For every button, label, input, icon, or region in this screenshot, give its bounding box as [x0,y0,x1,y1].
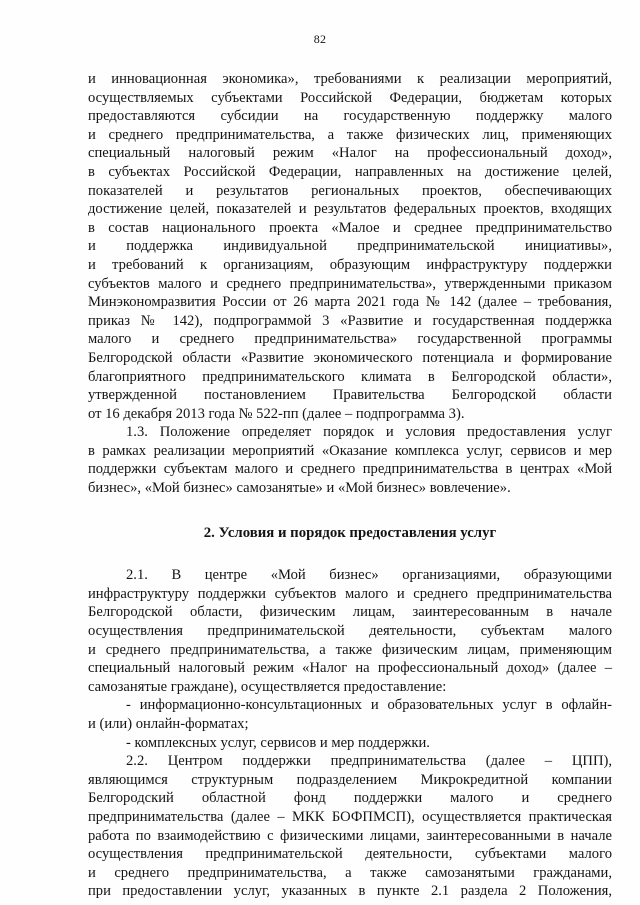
text-line: осуществляемых субъектами Российской Федерации, бюджетам которых [88,89,612,106]
services-list [88,696,612,752]
paragraph-1-3 [88,423,612,497]
text-line: в состав национального проекта «Малое и среднее предпринимательство [88,219,612,236]
text-line: приказ № 142), подпрограммой 3 «Развитие и государственная поддержка [88,312,612,329]
list-item: - комплексных услуг, сервисов и мер поддержки. [126,734,430,751]
list-item: - информационно-консультационных и образовательных услуг в офлайн- [126,697,612,714]
text-line: поддержки субъектам малого и среднего предпринимательства в центрах «Мой [88,461,612,478]
text-line: и среднего предпринимательства, а также самозанятыми гражданами, [88,864,612,881]
document-body [88,70,612,901]
text-line: осуществления предпринимательской деятельности, субъектам малого [88,623,612,640]
paragraph-2-2 [88,752,612,901]
text-line: благоприятного предпринимательского климата в Белгородской области», [88,368,612,385]
text-line: специальный налоговый режим «Налог на профессиональный доход» (далее – [88,660,612,677]
text-line: работа по взаимодействию с физическими лицами, заинтересованными в начале [88,827,612,844]
text-line: достижение целей, показателей и результатов федеральных проектов, входящих [88,201,612,218]
section-heading: 2. Условия и порядок предоставления услуг [203,524,497,541]
text-line: предпринимательства (далее – МКК БОФПМСП), осуществляется практическая [88,808,612,825]
text-line: Белгородский областной фонд поддержки малого и среднего [88,790,612,807]
text-line: субъектов малого и среднего предпринимательства», утвержденными приказом [88,275,612,292]
text-line: являющимся структурным подразделением Микрокредитной компании [88,771,612,788]
text-line: показателей и результатов региональных проектов, обеспечивающих [88,182,612,199]
list-item-continuation: и (или) онлайн-форматах; [88,716,249,732]
text-line: самозанятые граждане), осуществляется предоставление: [88,678,447,695]
text-line: в субъектах Российской Федерации, направленных на достижение целей, [88,163,612,180]
paragraph-2-1 [88,566,612,696]
text-line: и среднего предпринимательства, а также физическим лицам, применяющим [88,641,612,658]
text-line: бизнес», «Мой бизнес» самозанятые» и «Мой бизнес» вовлечение». [88,480,511,497]
page-number: 82 [313,32,327,46]
text-line: предоставляются субсидии на государственную поддержку малого [88,108,612,125]
text-line: в рамках реализации мероприятий «Оказание комплекса услуг, сервисов и мер [88,442,612,459]
text-line: 1.3. Положение определяет порядок и условия предоставления услуг [126,424,612,441]
text-line: и среднего предпринимательства, а также физических лиц, применяющих [88,126,612,143]
text-line: 2.1. В центре «Мой бизнес» организациями, образующими [126,567,612,584]
text-line: от 16 декабря 2013 года № 522-пп (далее – подпрограмма 3). [88,405,465,422]
text-line: 2.2. Центром поддержки предпринимательства (далее – ЦПП), [126,753,612,770]
paragraph-continuation [88,70,612,423]
text-line: малого и среднего предпринимательства» государственной программы [88,331,612,348]
text-line: инфраструктуру поддержки субъектов малого и среднего предпринимательства [88,585,612,602]
text-line: и поддержка индивидуальной предпринимательской инициативы», [88,238,612,255]
text-line: Минэкономразвития России от 26 марта 2021 года № 142 (далее – требования, [88,294,612,311]
text-line: и требований к организациям, образующим инфраструктуру поддержки [88,256,612,273]
text-line: специальный налоговый режим «Налог на профессиональный доход», [88,145,612,162]
text-line: Белгородской области, физическим лицам, заинтересованным в начале [88,604,612,621]
text-line: при предоставлении услуг, указанных в пункте 2.1 раздела 2 Положения, [88,883,612,900]
text-line: осуществления предпринимательской деятельности, субъектами малого [88,846,612,863]
text-line: утвержденной постановлением Правительства Белгородской области [88,387,612,404]
text-line: и инновационная экономика», требованиями к реализации мероприятий, [88,71,612,87]
text-line: Белгородской области «Развитие экономического потенциала и формирование [88,349,612,366]
